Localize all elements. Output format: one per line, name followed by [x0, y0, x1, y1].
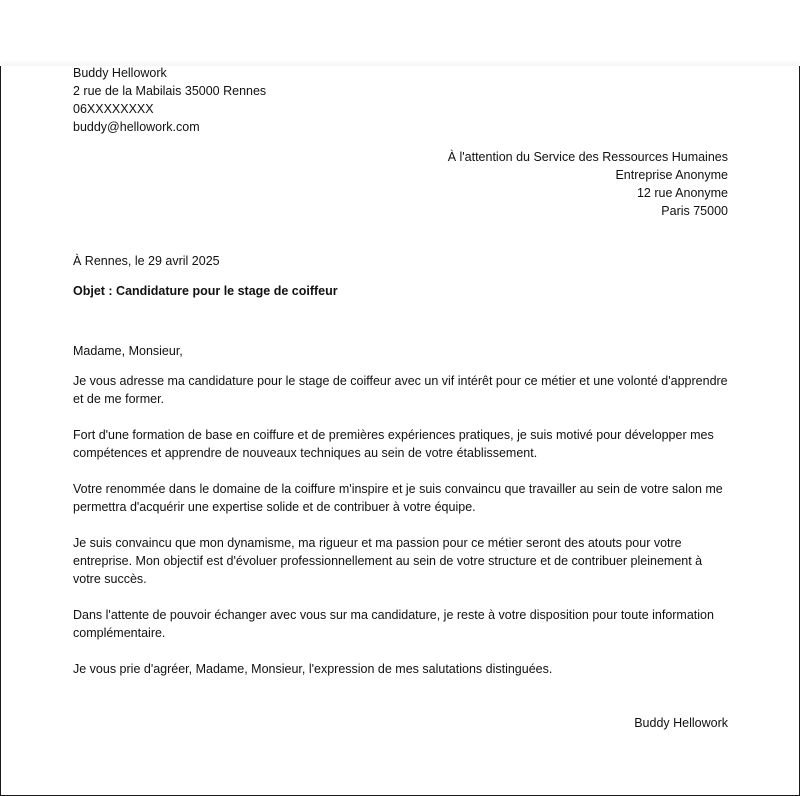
paragraph-5: Dans l'attente de pouvoir échanger avec vous sur ma candidature, je reste à votre disposition pour toute information complémentaire. — [73, 608, 714, 640]
sender-name: Buddy Hellowork — [73, 66, 167, 80]
salutation: Madame, Monsieur, — [73, 344, 183, 358]
recipient-company: Entreprise Anonyme — [615, 168, 728, 182]
letter-page — [0, 66, 800, 796]
sender-phone: 06XXXXXXXX — [73, 102, 154, 116]
recipient-street: 12 rue Anonyme — [636, 186, 728, 200]
sender-address: 2 rue de la Mabilais 35000 Rennes — [73, 84, 267, 98]
signature: Buddy Hellowork — [634, 716, 728, 730]
sender-email: buddy@hellowork.com — [73, 120, 200, 134]
paragraph-2: Fort d'une formation de base en coiffure et de premières expériences pratiques, je suis motivé pour développer mes compétences et apprendre de nouveaux techniques au sein de votre établissement. — [73, 428, 714, 460]
paragraph-3: Votre renommée dans le domaine de la coiffure m'inspire et je suis convaincu que travailler au sein de votre salon me permettra d'acquérir une expertise solide et de contribuer à votre équipe. — [73, 482, 723, 514]
recipient-city: Paris 75000 — [661, 204, 728, 218]
paragraph-4: Je suis convaincu que mon dynamisme, ma rigueur et ma passion pour ce métier seront des atouts pour votre entreprise. Mon objectif est d'évoluer professionnellement au sein de votre structure et de contribuer pleinement à votre succès. — [73, 536, 703, 586]
top-strip — [0, 0, 800, 66]
recipient-attention: À l'attention du Service des Ressources Humaines — [447, 150, 728, 164]
recipient-block — [73, 148, 728, 220]
paragraph-closing: Je vous prie d'agréer, Madame, Monsieur, l'expression de mes salutations distinguées. — [73, 662, 553, 676]
sender-block — [73, 66, 728, 136]
paragraph-1: Je vous adresse ma candidature pour le stage de coiffeur avec un vif intérêt pour ce métier et une volonté d'apprendre et de me former. — [73, 374, 728, 406]
letter-body — [73, 66, 728, 732]
place-date: À Rennes, le 29 avril 2025 — [73, 254, 220, 268]
subject-line: Objet : Candidature pour le stage de coiffeur — [73, 284, 338, 298]
